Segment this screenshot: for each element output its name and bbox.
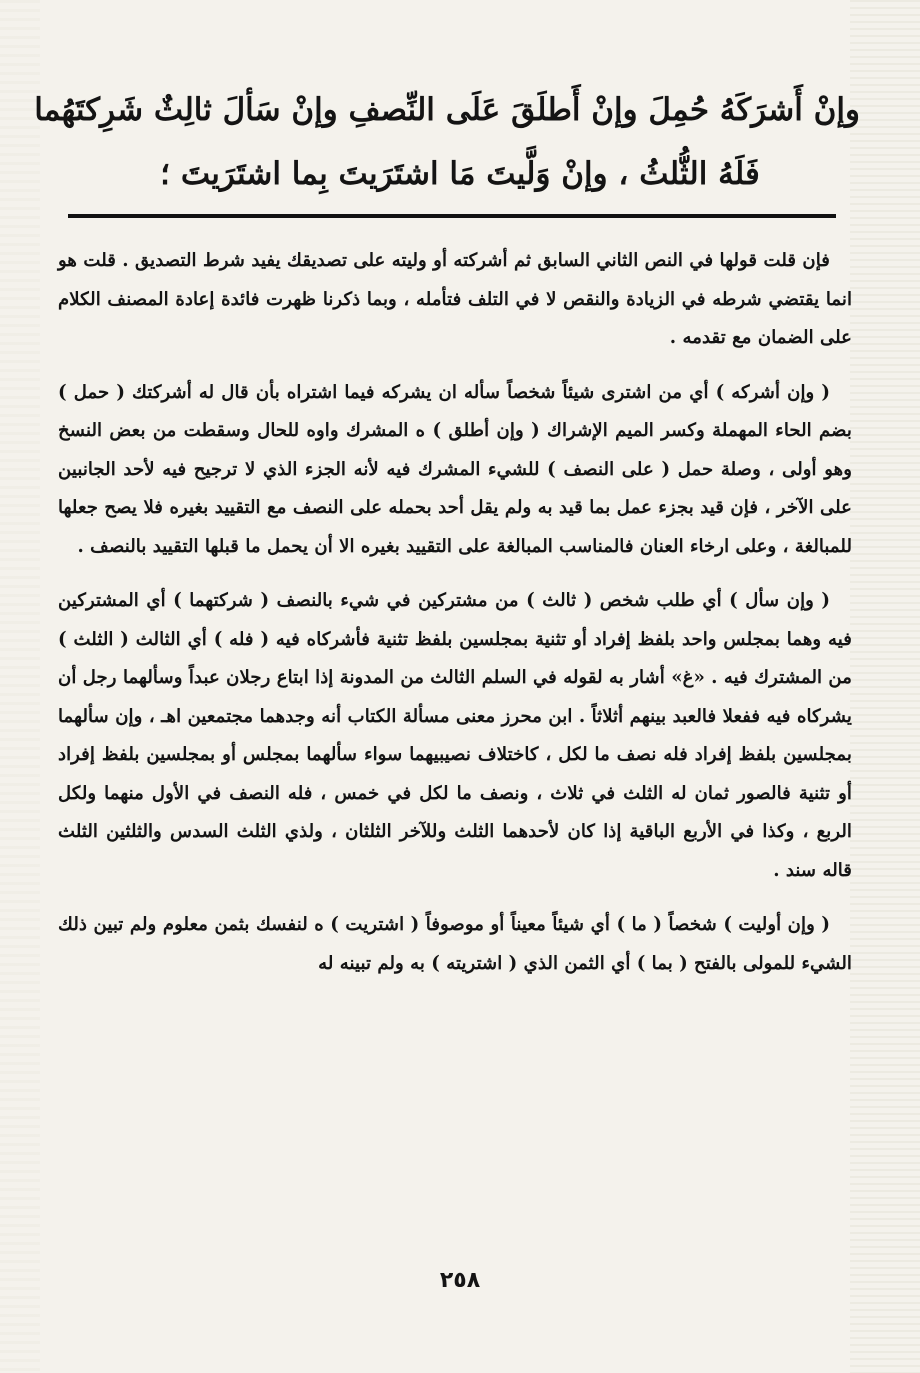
matn-line-1: وإنْ أَشرَكَهُ حُمِلَ وإنْ أَطلَقَ عَلَى النِّصفِ وإنْ سَألَ ثالِثٌ شَرِكتَهُما <box>34 92 860 128</box>
commentary-paragraph-2: ( وإن أشركه ) أي من اشترى شيئاً شخصاً سأله ان يشركه فيما اشتراه بأن قال له أشركتك ( حمل ) بضم الحاء المهملة وكسر الميم الإشراك ( وإن أطلق ) ه المشرك واوه للحال وسقطت من بعض النسخ وهو أولى ، وصلة حمل ( على النصف ) للشيء المشرك فيه لأنه الجزء الذي لا ترجيح فيه لأحد الجانبين على الآخر ، فإن قيد بجزء عمل بما قيد به ولم يقل أحد بحمله على النصف مع التقييد بغيره فلا يصح جعلها للمبالغة ، وعلى ارخاء العنان فالمناسب المبالغة على التقييد بغيره الا أن يحمل ما قبلها التقييد بالنصف . <box>58 381 852 557</box>
matn-line-2: فَلَهُ الثُّلثُ ، وإنْ وَلَّيتَ مَا اشتَرَيتَ بِما اشتَرَيتَ ؛ <box>160 156 760 192</box>
page-number: ٢٥٨ <box>439 1268 481 1293</box>
separator-rule <box>68 214 836 218</box>
matn-text <box>34 78 860 206</box>
commentary-text <box>58 242 852 999</box>
commentary-paragraph-3: ( وإن سأل ) أي طلب شخص ( ثالث ) من مشتركين في شيء بالنصف ( شركتهما ) أي المشتركين فيه وهما بمجلس واحد بلفظ إفراد أو تثنية بمجلسين بلفظ تثنية فأشركاه فيه ( فله ) أي الثالث ( الثلث ) من المشترك فيه . «غ» أشار به لقوله في السلم الثالث من المدونة إذا ابتاع رجلان عبداً وسألهما رجل أن يشركاه فيه ففعلا فالعبد بينهم أثلاثاً . ابن محرز معنى مسألة الكتاب أنه وجدهما مجتمعين اهـ ، وإن سألهما بمجلسين بلفظ إفراد فله نصف ما لكل ، كاختلاف نصيبيهما سواء سألهما بمجلس أو بمجلسين بلفظ إفراد أو تثنية فالصور ثمان له الثلث في ثلاث ، ونصف ما لكل في خمس ، فله النصف في الأول منهما ولكل الربع ، وكذا في الأربع الباقية إذا كان لأحدهما الثلث وللآخر الثلثان ، ولذي الثلث السدس والثلثين الثلث قاله سند . <box>58 590 852 881</box>
scan-edge-right <box>850 0 920 1373</box>
commentary-paragraph-4: ( وإن أوليت ) شخصاً ( ما ) أي شيئاً معيناً أو موصوفاً ( اشتريت ) ه لنفسك بثمن معلوم ولم تبين ذلك الشيء للمولى بالفتح ( بما ) أي الثمن الذي ( اشتريته ) به ولم تبينه له <box>58 914 852 974</box>
commentary-paragraph-1: فإن قلت قولها في النص الثاني السابق ثم أشركته أو وليته على تصديقك يفيد شرط التصديق . قلت هو انما يقتضي شرطه في الزيادة والنقص لا في التلف فتأمله ، وبما ذكرنا ظهرت فائدة إعادة المصنف الكلام على الضمان مع تقدمه . <box>58 250 852 348</box>
scan-edge-left <box>0 0 40 1373</box>
